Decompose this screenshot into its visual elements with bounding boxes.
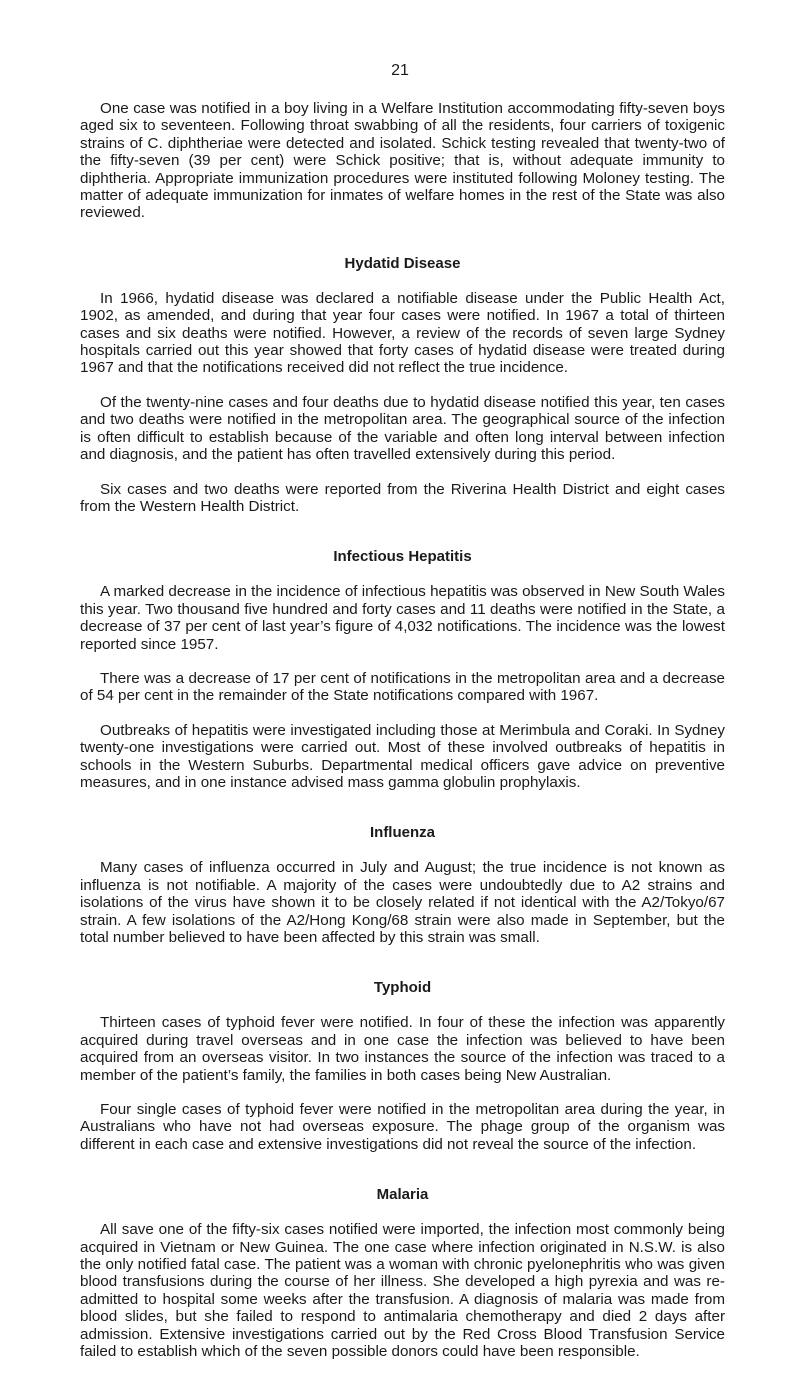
section-heading-hydatid: Hydatid Disease: [344, 254, 461, 272]
hepatitis-paragraph-3: Outbreaks of hepatitis were investigated including those at Merimbula and Coraki. In Sydney twenty-one investigations were carried out. Most of these involved outbreaks of hepatitis in schools in the Western Suburbs. Departmental medical officers gave advice on preventive measures, and in one instance advised mass gamma globulin prophylaxis.: [80, 721, 725, 791]
hydatid-paragraph-2: Of the twenty-nine cases and four deaths due to hydatid disease notified this year, ten cases and two deaths were notified in the metropolitan area. The geographical source of the infection is often difficult to establish because of the variable and often long interval between infection and diagnosis, and the patient has often travelled extensively during this period.: [80, 393, 725, 464]
malaria-paragraph-1: All save one of the fifty-six cases notified were imported, the infection most commonly being acquired in Vietnam or New Guinea. The one case where infection originated in N.S.W. is also the only notified fatal case. The patient was a woman with chronic pyelonephritis who was given blood transfusions during the course of her illness. She developed a high pyrexia and was re-admitted to hospital some weeks after the transfusion. A diagnosis of malaria was made from blood slides, but she failed to respond to antimalaria chemotherapy and died 2 days after admission. Extensive investigations carried out by the Red Cross Blood Transfusion Service failed to establish which of the seven possible donors could have been responsible.: [80, 1221, 725, 1361]
typhoid-paragraph-2: Four single cases of typhoid fever were notified in the metropolitan area during the year, in Australians who have not had overseas exposure. The phage group of the organism was different in each case and extensive investigations did not reveal the source of the infection.: [80, 1101, 725, 1153]
hepatitis-paragraph-1: A marked decrease in the incidence of infectious hepatitis was observed in New South Wales this year. Two thousand five hundred and forty cases and 11 deaths were notified in the State, a decrease of 37 per cent of last year’s figure of 4,032 notifications. The incidence was the lowest reported since 1957.: [80, 583, 725, 653]
intro-paragraph: One case was notified in a boy living in a Welfare Institution accommodating fifty-seven boys aged six to seventeen. Following throat swabbing of all the residents, four carriers of toxigenic strains of C. diphtheriae were detected and isolated. Schick testing revealed that twenty-two of the fifty-seven (39 per cent) were Schick positive; that is, without adequate immunity to diphtheria. Appropriate immunization procedures were instituted following Moloney testing. The matter of adequate immunization for inmates of welfare homes in the rest of the State was also reviewed.: [80, 100, 725, 222]
section-heading-typhoid: Typhoid: [373, 979, 432, 997]
section-heading-hepatitis: Infectious Hepatitis: [333, 548, 472, 566]
page-number: 21: [391, 62, 409, 79]
section-heading-malaria: Malaria: [376, 1186, 429, 1204]
typhoid-paragraph-1: Thirteen cases of typhoid fever were notified. In four of these the infection was apparently acquired during travel overseas and in one case the infection was believed to have been acquired from an overseas visitor. In two instances the source of the infection was traced to a member of the patient’s family, the families in both cases being New Australian.: [80, 1014, 725, 1084]
hepatitis-paragraph-2: There was a decrease of 17 per cent of notifications in the metropolitan area and a decrease of 54 per cent in the remainder of the State notifications compared with 1967.: [80, 669, 725, 705]
section-heading-influenza: Influenza: [369, 824, 435, 842]
influenza-paragraph-1: Many cases of influenza occurred in July and August; the true incidence is not known as influenza is not notifiable. A majority of the cases were undoubtedly due to A2 strains and isolations of the virus have shown it to be closely related if not identical with the A2/Tokyo/67 strain. A few isolations of the A2/Hong Kong/68 strain were also made in September, but the total number believed to have been affected by this strain was small.: [80, 859, 725, 946]
hydatid-paragraph-3: Six cases and two deaths were reported from the Riverina Health District and eight cases from the Western Health District.: [80, 480, 725, 515]
hydatid-paragraph-1: In 1966, hydatid disease was declared a notifiable disease under the Public Health Act, 1902, as amended, and during that year four cases were notified. In 1967 a total of thirteen cases and six deaths were notified. However, a review of the records of seven large Sydney hospitals carried out this year showed that forty cases of hydatid disease were treated during 1967 and that the notifications received did not reflect the true incidence.: [80, 289, 725, 377]
document-body: [80, 100, 725, 1361]
